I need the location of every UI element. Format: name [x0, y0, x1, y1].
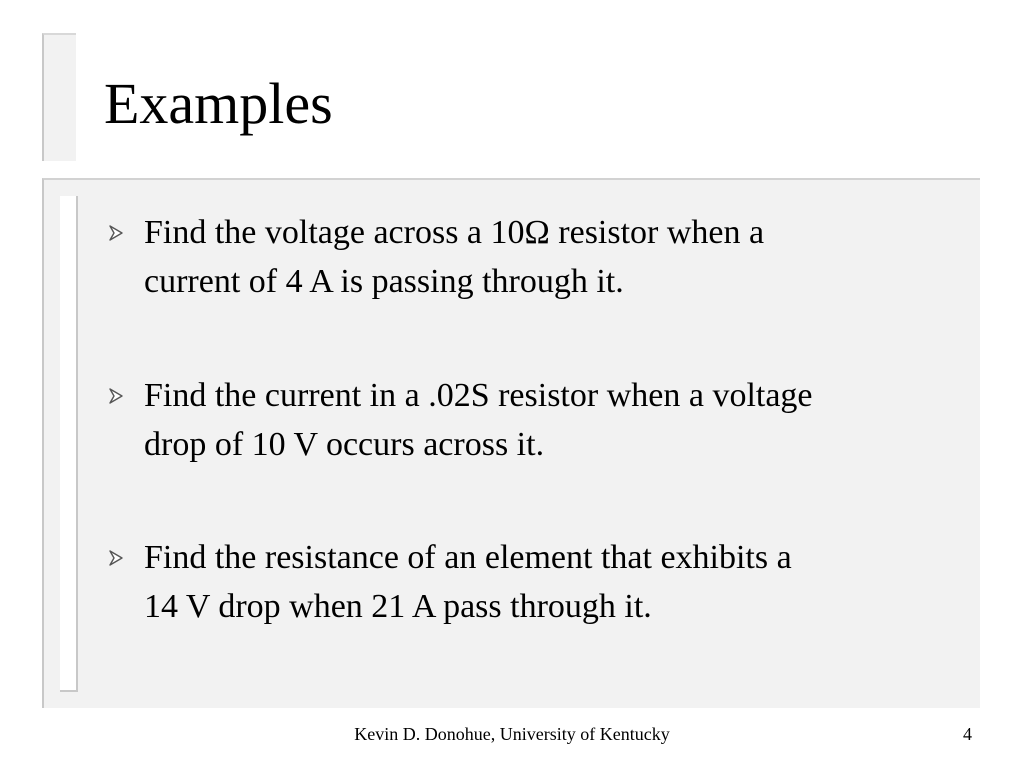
- bullet-line: Find the current in a .02S resistor when a voltage: [144, 377, 813, 414]
- panel-side-bar: [60, 196, 78, 692]
- content-panel: [42, 178, 980, 708]
- bullet-line: Find the resistance of an element that exhibits a: [144, 539, 792, 576]
- page-number: 4: [963, 724, 972, 744]
- bullet-text: [144, 371, 944, 469]
- bullet-text: [144, 208, 944, 306]
- bullet-line: 14 V drop when 21 A pass through it.: [144, 588, 652, 625]
- arrowhead-bullet-icon: [108, 224, 124, 242]
- arrowhead-bullet-icon: [108, 387, 124, 405]
- bullet-text: [144, 533, 944, 631]
- bullet-line: Find the voltage across a 10Ω resistor when a: [144, 214, 765, 251]
- arrowhead-bullet-icon: [108, 549, 124, 567]
- title-decoration: [42, 33, 76, 161]
- bullet-line: drop of 10 V occurs across it.: [144, 426, 545, 463]
- slide-title: Examples: [104, 71, 333, 136]
- footer-credit: Kevin D. Donohue, University of Kentucky: [354, 724, 670, 744]
- bullet-line: current of 4 A is passing through it.: [144, 263, 624, 300]
